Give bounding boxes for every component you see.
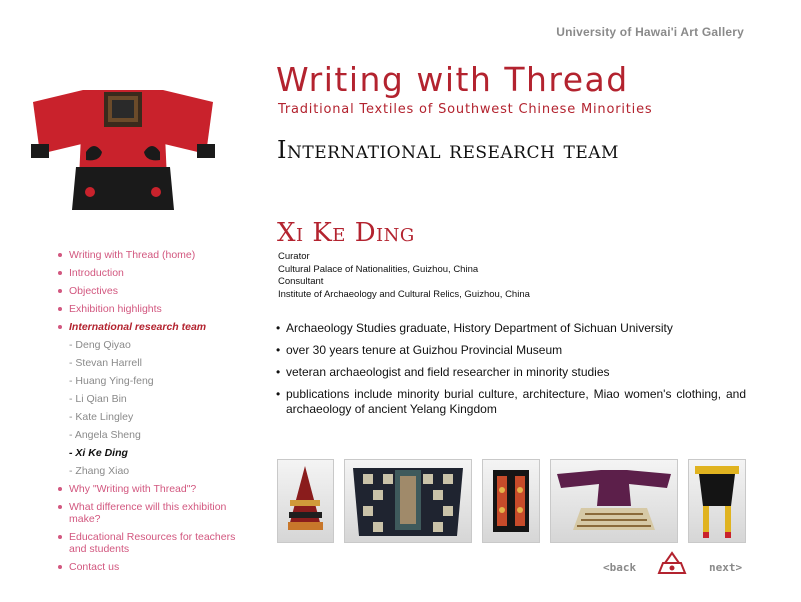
role-line: Consultant [278, 276, 324, 287]
nav-item-objectives[interactable]: Objectives [58, 285, 243, 297]
sidebar-nav [58, 249, 243, 579]
nav-item-contact[interactable]: Contact us [58, 561, 243, 573]
role-line: Curator [278, 251, 310, 262]
back-link[interactable]: <back [603, 561, 637, 574]
nav-item-home[interactable]: Writing with Thread (home) [58, 249, 243, 261]
nav-subitem-xi-ke-ding[interactable]: - Xi Ke Ding [69, 447, 128, 459]
exhibition-subtitle: Traditional Textiles of Southwest Chinese Minorities [278, 102, 653, 117]
bio-bullet: • over 30 years tenure at Guizhou Provincial Museum [276, 343, 746, 358]
nav-item-what-difference[interactable]: What difference will this exhibition make? [58, 501, 243, 525]
nav-item-why-writing[interactable]: Why "Writing with Thread"? [58, 483, 243, 495]
section-heading: International research team [277, 136, 619, 164]
thumbnail-hat[interactable] [277, 459, 334, 543]
bio-bullet: • publications include minority burial culture, architecture, Miao women's clothing, and archaeology of ancient Yelang Kingdom [276, 387, 746, 417]
nav-item-exhibition-highlights[interactable]: Exhibition highlights [58, 303, 243, 315]
bio-bullet: • veteran archaeologist and field researcher in minority studies [276, 365, 746, 380]
role-line: Institute of Archaeology and Cultural Relics, Guizhou, China [278, 288, 530, 300]
person-roles [278, 251, 530, 301]
hero-jacket-image [28, 82, 218, 217]
nav-subitem-deng-qiyao[interactable]: - Deng Qiyao [69, 339, 131, 351]
nav-subitem-angela-sheng[interactable]: - Angela Sheng [69, 429, 141, 441]
next-link[interactable]: next> [709, 561, 743, 574]
nav-subitem-li-qian-bin[interactable]: - Li Qian Bin [69, 393, 127, 405]
person-name: Xi Ke Ding [277, 218, 415, 248]
nav-item-research-team[interactable]: International research team [58, 321, 243, 333]
nav-subitem-stevan-harrell[interactable]: - Stevan Harrell [69, 357, 142, 369]
role-line: Cultural Palace of Nationalities, Guizhou, China [278, 263, 479, 275]
nav-subitem-kate-lingley[interactable]: - Kate Lingley [69, 411, 134, 423]
nav-item-educational-resources[interactable]: Educational Resources for teachers and students [58, 531, 243, 555]
nav-subitem-zhang-xiao[interactable]: - Zhang Xiao [69, 465, 130, 477]
bio-bullet: • Archaeology Studies graduate, History Department of Sichuan University [276, 321, 746, 336]
gallery-logo-icon[interactable] [657, 551, 687, 577]
exhibition-title: Writing with Thread [276, 60, 629, 99]
bio-bullets [276, 321, 746, 424]
thumbnail-patchwork[interactable] [344, 459, 472, 543]
thumbnail-embroidered-jacket[interactable] [482, 459, 540, 543]
nav-item-introduction[interactable]: Introduction [58, 267, 243, 279]
nav-subitem-huang-ying-feng[interactable]: - Huang Ying-feng [69, 375, 154, 387]
thumbnail-purple-garment[interactable] [550, 459, 678, 543]
thumbnail-apron[interactable] [688, 459, 746, 543]
gallery-name: University of Hawai'i Art Gallery [556, 25, 744, 39]
